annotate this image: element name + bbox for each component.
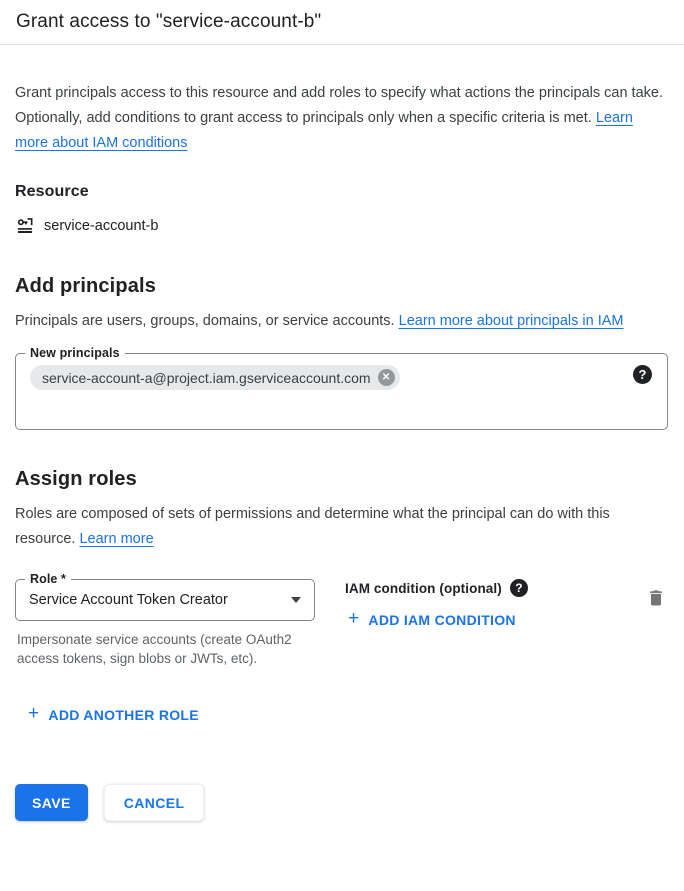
iam-condition-column: [345, 579, 595, 630]
delete-role-column: [644, 579, 668, 613]
add-iam-condition-button[interactable]: [348, 610, 516, 629]
new-principals-field[interactable]: [15, 346, 668, 430]
role-helper-text: Impersonate service accounts (create OAuth2 access tokens, sign blobs or JWTs, etc).: [17, 632, 292, 666]
roles-description: [15, 502, 668, 552]
iam-condition-help-icon[interactable]: ?: [510, 579, 528, 597]
add-another-role-button[interactable]: [28, 705, 199, 724]
roles-text: Roles are composed of sets of permissions and determine what the principal can do with this resource.: [15, 506, 610, 547]
role-column: [15, 572, 315, 668]
role-row: [15, 572, 668, 668]
iam-conditions-link[interactable]: Learn more about IAM conditions: [15, 110, 633, 151]
resource-name: service-account-b: [44, 218, 159, 234]
principals-help-icon[interactable]: ?: [633, 365, 652, 384]
trash-icon: [646, 588, 666, 608]
delete-role-button[interactable]: [644, 586, 668, 610]
principal-chip-value: service-account-a@project.iam.gserviceaccount.com: [42, 369, 371, 386]
roles-learn-more-link[interactable]: Learn more: [79, 531, 154, 547]
role-label: Role *: [25, 571, 71, 588]
add-another-role-label: ADD ANOTHER ROLE: [48, 706, 199, 723]
intro-text: Grant principals access to this resource and add roles to specify what actions the principals can take. Optionally, add conditions to grant access to principals only when a specific criteria is met.: [15, 85, 663, 126]
principal-chip: [30, 365, 400, 390]
principals-description: [15, 309, 668, 334]
dialog-header: [0, 0, 684, 45]
plus-icon: +: [28, 703, 40, 724]
role-select[interactable]: [15, 572, 315, 621]
dialog-body: [0, 81, 684, 821]
resource-row: [15, 216, 668, 236]
intro-description: [15, 81, 668, 156]
add-principals-heading: Add principals: [15, 275, 157, 297]
dialog-actions: [15, 784, 668, 821]
service-account-icon: [15, 216, 35, 236]
save-button[interactable]: SAVE: [15, 784, 88, 821]
role-selected-value: Service Account Token Creator: [29, 592, 228, 608]
add-iam-condition-label: ADD IAM CONDITION: [368, 611, 516, 628]
plus-icon: +: [348, 608, 360, 629]
iam-condition-label-row: [345, 579, 595, 597]
new-principals-label: New principals: [25, 345, 125, 362]
principals-text: Principals are users, groups, domains, or service accounts.: [15, 313, 399, 329]
iam-condition-label: IAM condition (optional): [345, 580, 502, 596]
resource-heading: Resource: [15, 183, 89, 200]
cancel-button[interactable]: CANCEL: [104, 784, 205, 821]
chip-remove-icon[interactable]: ✕: [378, 369, 395, 386]
principals-learn-more-link[interactable]: Learn more about principals in IAM: [398, 313, 624, 329]
assign-roles-heading: Assign roles: [15, 468, 137, 490]
dialog-title: Grant access to "service-account-b": [16, 11, 322, 32]
dropdown-arrow-icon: [291, 597, 301, 603]
